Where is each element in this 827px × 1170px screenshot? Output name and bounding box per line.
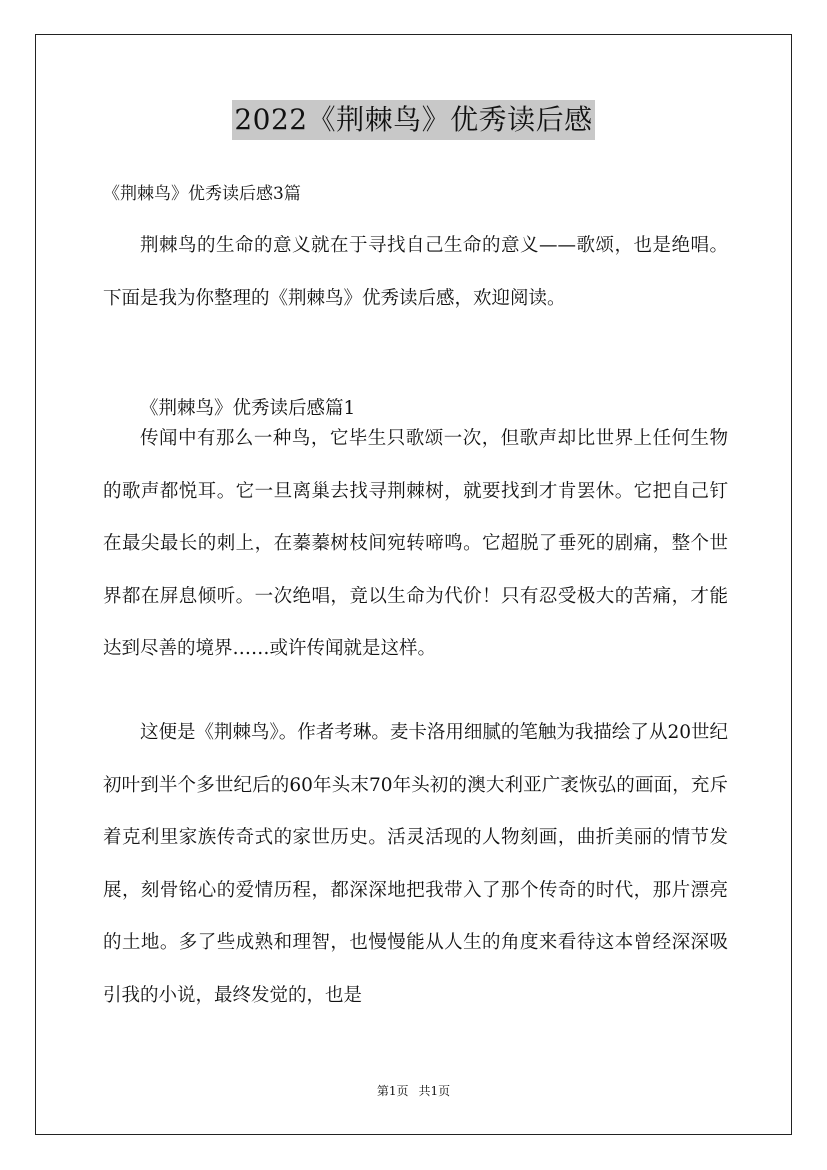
page-number: 第1页 [376, 1084, 409, 1098]
page-footer [0, 1082, 827, 1100]
intro-paragraph: 荆棘鸟的生命的意义就在于寻找自己生命的意义——歌颂，也是绝唱。下面是我为你整理的《荆棘鸟》优秀读后感，欢迎阅读。 [103, 235, 728, 309]
document-subtitle: 《荆棘鸟》优秀读后感3篇 [103, 184, 301, 204]
page-total: 共1页 [418, 1084, 451, 1098]
body-paragraph-2: 这便是《荆棘鸟》。作者考琳。麦卡洛用细腻的笔触为我描绘了从20世纪初叶到半个多世纪后的60年头末70年头初的澳大利亚广袤恢弘的画面，充斥着克利里家族传奇式的家世历史。活灵活现的人物刻画，曲折美丽的情节发展，刻骨铭心的爱情历程，都深深地把我带入了那个传奇的时代，那片漂亮的土地。多了些成熟和理智，也慢慢能从人生的角度来看待这本曾经深深吸引我的小说，最终发觉的，也是 [103, 722, 728, 1006]
body-paragraph-1: 传闻中有那么一种鸟，它毕生只歌颂一次，但歌声却比世界上任何生物的歌声都悦耳。它一旦离巢去找寻荆棘树，就要找到才肯罢休。它把自己钉在最尖最长的刺上，在蓁蓁树枝间宛转啼鸣。它超脱了垂死的剧痛，整个世界都在屏息倾听。一次绝唱，竟以生命为代价！只有忍受极大的苦痛，才能达到尽善的境界……或许传闻就是这样。 [103, 428, 728, 659]
section-heading: 《荆棘鸟》优秀读后感篇1 [140, 398, 356, 419]
document-title: 2022《荆棘鸟》优秀读后感 [232, 100, 594, 140]
title-container [0, 100, 827, 140]
